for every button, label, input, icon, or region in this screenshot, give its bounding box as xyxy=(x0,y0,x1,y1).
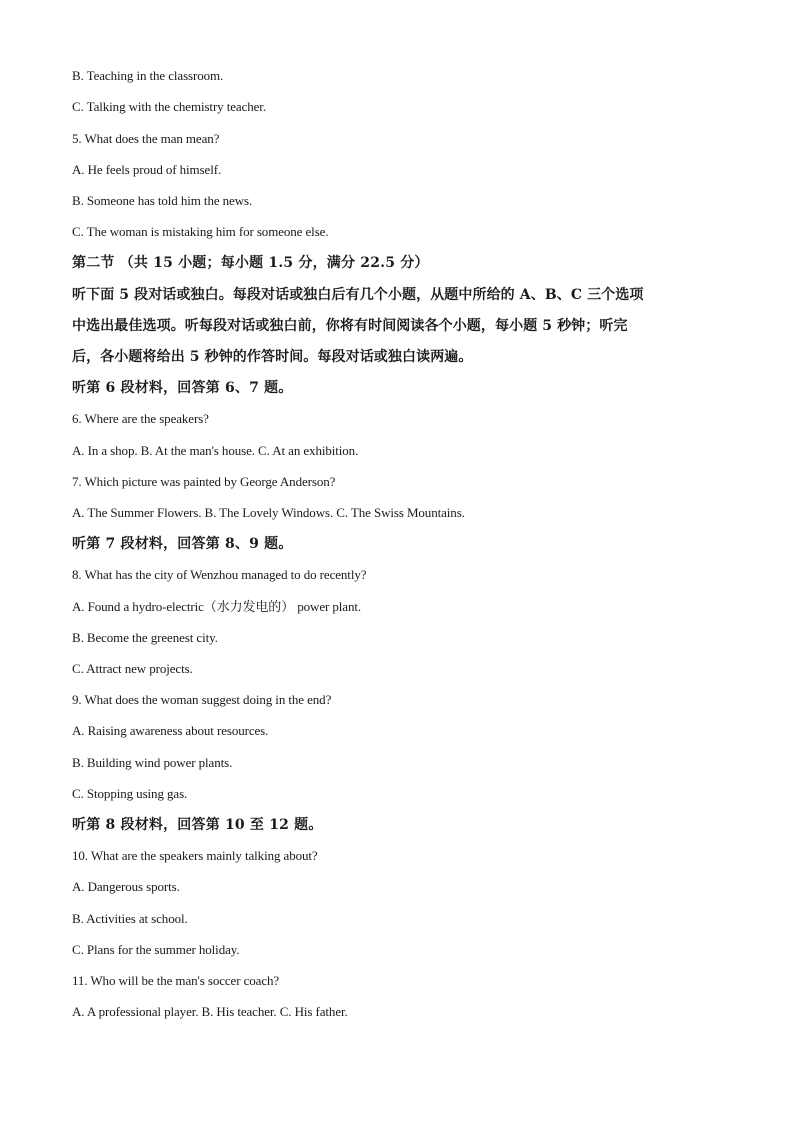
instruction-line-1: 听下面 5 段对话或独白。每段对话或独白后有几个小题，从题中所给的 A、B、C 三个选项 xyxy=(72,287,644,303)
q7-options: A. The Summer Flowers. B. The Lovely Windows. C. The Swiss Mountains. xyxy=(72,505,465,520)
question-11: 11. Who will be the man's soccer coach? xyxy=(72,973,280,988)
q6-options: A. In a shop. B. At the man's house. C. At an exhibition. xyxy=(72,443,359,458)
q4-option-b: B. Teaching in the classroom. xyxy=(72,68,224,83)
question-6: 6. Where are the speakers? xyxy=(72,411,209,426)
question-9: 9. What does the woman suggest doing in the end? xyxy=(72,692,332,707)
q5-option-a: A. He feels proud of himself. xyxy=(72,162,222,177)
segment-7-heading: 听第 7 段材料，回答第 8、9 题。 xyxy=(72,536,293,552)
q5-option-b: B. Someone has told him the news. xyxy=(72,193,253,208)
q9-option-b: B. Building wind power plants. xyxy=(72,755,233,770)
q9-option-a: A. Raising awareness about resources. xyxy=(72,723,269,738)
segment-8-heading: 听第 8 段材料，回答第 10 至 12 题。 xyxy=(72,817,323,833)
segment-6-heading: 听第 6 段材料，回答第 6、7 题。 xyxy=(72,380,293,396)
question-7: 7. Which picture was painted by George Anderson? xyxy=(72,474,336,489)
q4-option-c: C. Talking with the chemistry teacher. xyxy=(72,99,266,114)
section-title: 第二节 （共 15 小题；每小题 1.5 分，满分 22.5 分） xyxy=(72,255,429,271)
q10-option-a: A. Dangerous sports. xyxy=(72,879,180,894)
q9-option-c: C. Stopping using gas. xyxy=(72,786,188,801)
question-10: 10. What are the speakers mainly talking about? xyxy=(72,848,318,863)
q10-option-c: C. Plans for the summer holiday. xyxy=(72,942,240,957)
q10-option-b: B. Activities at school. xyxy=(72,911,188,926)
question-8: 8. What has the city of Wenzhou managed to do recently? xyxy=(72,567,367,582)
q8-option-a: A. Found a hydro-electric（水力发电的） power plant. xyxy=(72,599,362,614)
q8-option-b: B. Become the greenest city. xyxy=(72,630,218,645)
instruction-line-3: 后，各小题将给出 5 秒钟的作答时间。每段对话或独白读两遍。 xyxy=(72,349,473,365)
question-5: 5. What does the man mean? xyxy=(72,131,220,146)
q11-options: A. A professional player. B. His teacher. C. His father. xyxy=(72,1004,348,1019)
instruction-line-2: 中选出最佳选项。听每段对话或独白前，你将有时间阅读各个小题，每小题 5 秒钟；听完 xyxy=(72,318,628,334)
q5-option-c: C. The woman is mistaking him for someone else. xyxy=(72,224,329,239)
q8-option-c: C. Attract new projects. xyxy=(72,661,193,676)
